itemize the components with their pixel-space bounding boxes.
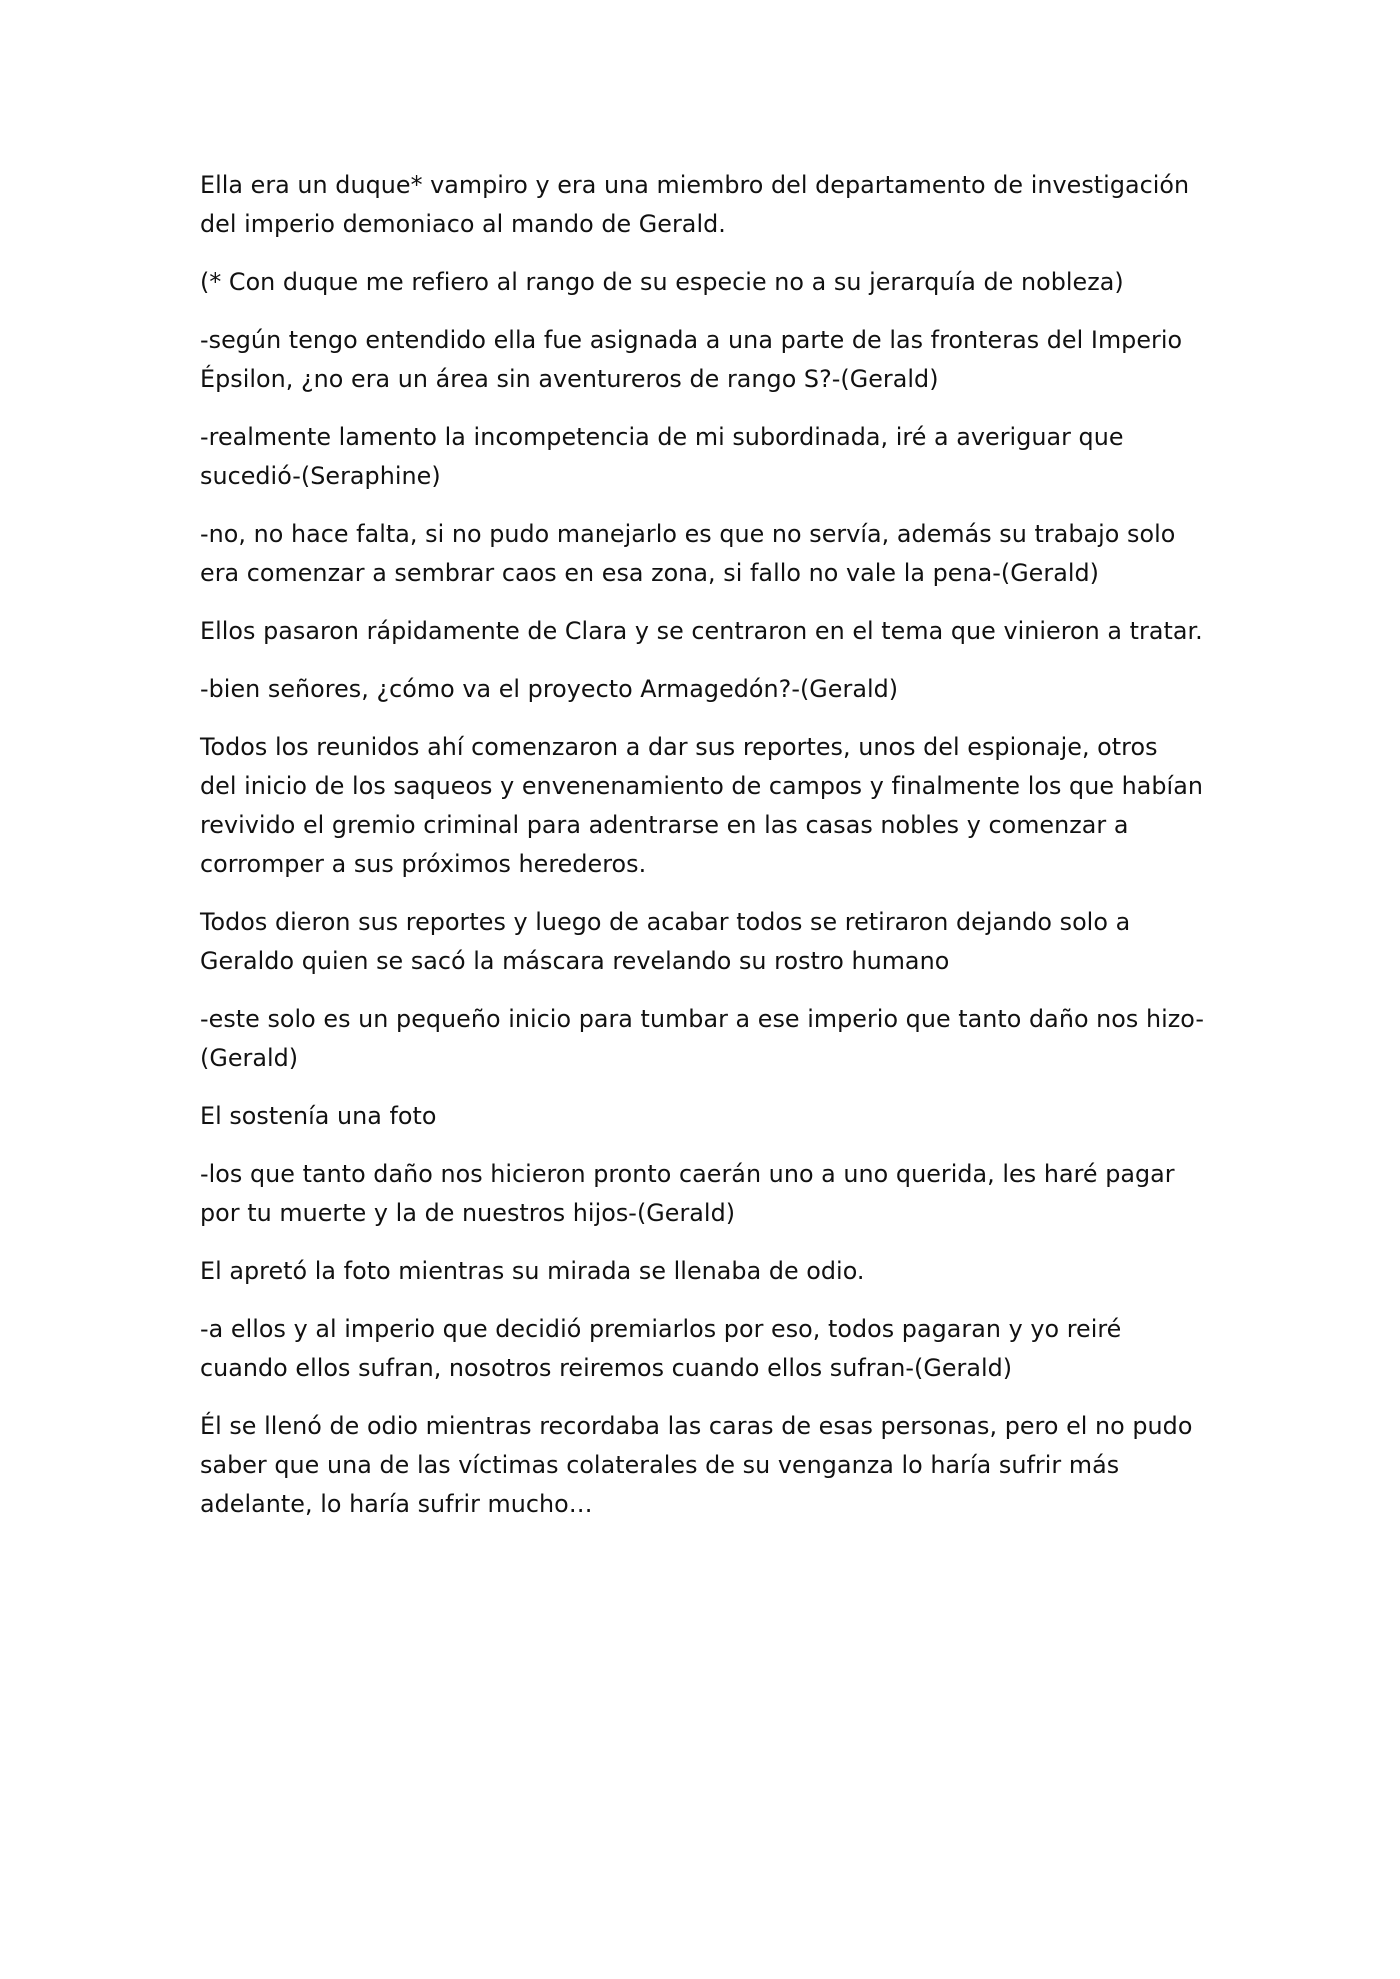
paragraph	[200, 321, 1210, 399]
text-line: Ella era un duque* vampiro y era una miembro del departamento de investigación	[200, 171, 1190, 199]
text-line: corromper a sus próximos herederos.	[200, 850, 647, 878]
paragraph	[200, 903, 1210, 981]
text-line: Geraldo quien se sacó la máscara revelando su rostro humano	[200, 947, 950, 975]
text-line: adelante, lo haría sufrir mucho…	[200, 1490, 593, 1518]
text-line: (Gerald)	[200, 1044, 299, 1072]
text-line: -este solo es un pequeño inicio para tumbar a ese imperio que tanto daño nos hizo-	[200, 1005, 1204, 1033]
paragraph	[200, 515, 1210, 593]
text-line: -realmente lamento la incompetencia de mi subordinada, iré a averiguar que	[200, 423, 1124, 451]
text-line: Épsilon, ¿no era un área sin aventureros de rango S?-(Gerald)	[200, 365, 939, 393]
text-line: era comenzar a sembrar caos en esa zona, si fallo no vale la pena-(Gerald)	[200, 559, 1099, 587]
paragraph	[200, 1310, 1210, 1388]
text-line: Ellos pasaron rápidamente de Clara y se centraron en el tema que vinieron a tratar.	[200, 617, 1203, 645]
text-line: El apretó la foto mientras su mirada se llenaba de odio.	[200, 1257, 865, 1285]
paragraph	[200, 418, 1210, 496]
text-line: (* Con duque me refiero al rango de su especie no a su jerarquía de nobleza)	[200, 268, 1124, 296]
text-line: saber que una de las víctimas colaterales de su venganza lo haría sufrir más	[200, 1451, 1120, 1479]
paragraph	[200, 728, 1210, 884]
document-body	[200, 166, 1210, 1543]
text-line: Todos los reunidos ahí comenzaron a dar sus reportes, unos del espionaje, otros	[200, 733, 1158, 761]
text-line: sucedió-(Seraphine)	[200, 462, 441, 490]
paragraph	[200, 263, 1210, 302]
paragraph	[200, 1000, 1210, 1078]
paragraph	[200, 612, 1210, 651]
text-line: cuando ellos sufran, nosotros reiremos cuando ellos sufran-(Gerald)	[200, 1354, 1013, 1382]
text-line: -no, no hace falta, si no pudo manejarlo es que no servía, además su trabajo solo	[200, 520, 1176, 548]
paragraph	[200, 1097, 1210, 1136]
text-line: El sostenía una foto	[200, 1102, 437, 1130]
text-line: -los que tanto daño nos hicieron pronto caerán uno a uno querida, les haré pagar	[200, 1160, 1175, 1188]
text-line: Él se llenó de odio mientras recordaba las caras de esas personas, pero el no pudo	[200, 1412, 1193, 1440]
text-line: del imperio demoniaco al mando de Gerald.	[200, 210, 726, 238]
text-line: revivido el gremio criminal para adentrarse en las casas nobles y comenzar a	[200, 811, 1129, 839]
text-line: Todos dieron sus reportes y luego de acabar todos se retiraron dejando solo a	[200, 908, 1131, 936]
paragraph	[200, 1407, 1210, 1524]
text-line: por tu muerte y la de nuestros hijos-(Gerald)	[200, 1199, 736, 1227]
text-line: -a ellos y al imperio que decidió premiarlos por eso, todos pagaran y yo reiré	[200, 1315, 1122, 1343]
text-line: -bien señores, ¿cómo va el proyecto Armagedón?-(Gerald)	[200, 675, 899, 703]
paragraph	[200, 166, 1210, 244]
text-line: del inicio de los saqueos y envenenamiento de campos y finalmente los que habían	[200, 772, 1203, 800]
paragraph	[200, 670, 1210, 709]
text-line: -según tengo entendido ella fue asignada a una parte de las fronteras del Imperio	[200, 326, 1183, 354]
paragraph	[200, 1155, 1210, 1233]
paragraph	[200, 1252, 1210, 1291]
